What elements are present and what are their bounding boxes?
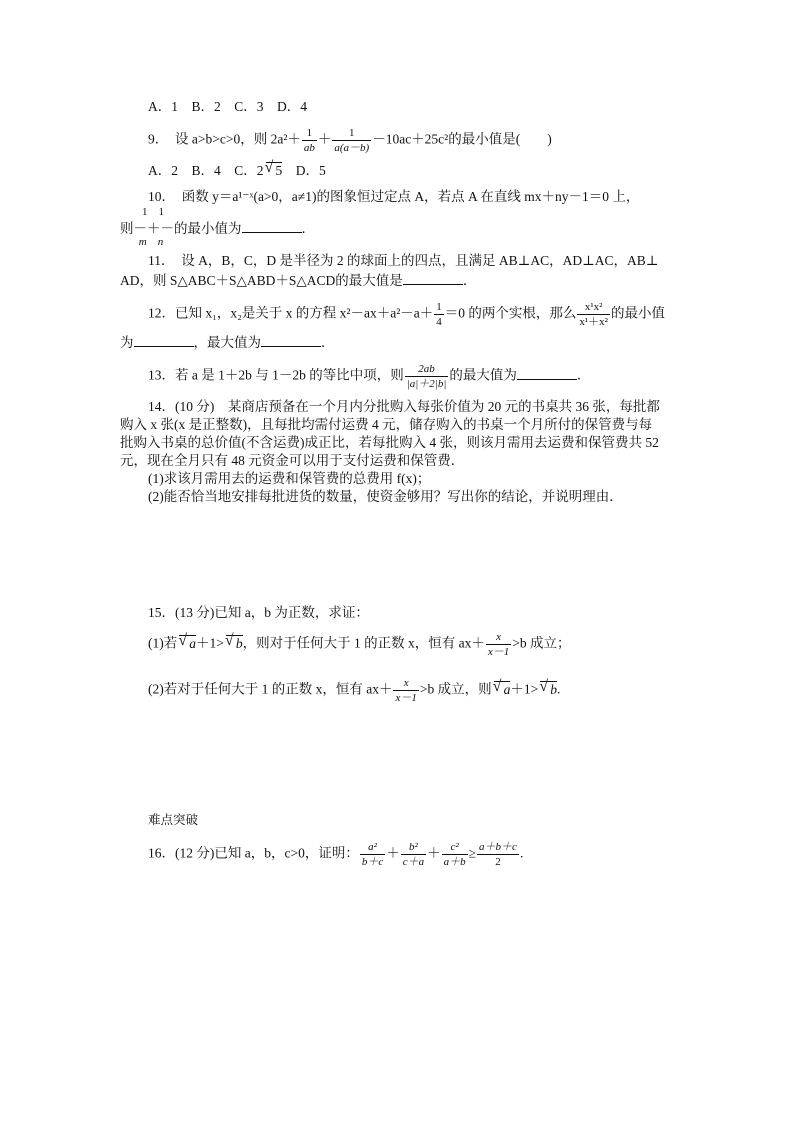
question-10-line-1: 10． 函数 y＝a¹⁻ˣ(a>0，a≠1)的图象恒过定点 A，若点 A 在直线 mx＋ny－1＝0 上， <box>148 189 640 204</box>
question-11-line-1: 11． 设 A，B，C，D 是半径为 2 的球面上的四点，且满足 AB⊥AC，AD⊥AC，AB⊥ <box>148 253 659 268</box>
q10-fraction-denominators: m n <box>138 236 164 248</box>
answer-blank-min[interactable] <box>134 334 194 347</box>
question-14-sub-1: (1)求该月需用去的运费和保管费的总费用 f(x)； <box>148 471 431 486</box>
answer-blank[interactable] <box>403 272 463 285</box>
sqrt-symbol: √ a <box>179 635 196 652</box>
q15-fraction-1: $\frac{x}{x-1}$ <box>487 631 510 658</box>
question-14-line-2: 购入 x 张(x 是正整数)，且每批均需付运费 4 元，储存购入的书桌一个月所付的保管费与每 <box>120 417 653 432</box>
sqrt-symbol: √ b <box>226 635 243 652</box>
q16-fraction-2: $\frac{\text{b²}}{c+a}$ <box>402 841 425 868</box>
sqrt-symbol: √ a <box>494 681 511 698</box>
q9-fraction-1: $\frac{1}{ab}$ <box>303 127 315 154</box>
question-14-line-4: 元，现在全月只有 48 元资金可以用于支付运费和保管费． <box>120 453 465 468</box>
question-16: 16．(12 分)已知 a，b，c>0，证明： $\frac{\text{a²}}{b+c}$ ＋ $\frac{\text{b²}}{c+a}$ ＋ $\frac{\text{c²}}{a+b}$ ≥ $\frac{a+b+c}{2}$ . <box>148 841 524 868</box>
q16-fraction-3: $\frac{\text{c²}}{a+b}$ <box>443 841 466 868</box>
q15-fraction-2: $\frac{x}{x-1}$ <box>395 677 417 704</box>
answer-blank[interactable] <box>517 367 577 380</box>
q9-prefix: 9． 设 a>b>c>0，则 2a²＋ <box>148 131 301 147</box>
question-12: 12．已知 x₁，x₂是关于 x 的方程 x²－ax＋a²－a＋ $\frac{1}{4}$ ＝0 的两个实根，那么 $\frac{\text{x¹x²}}{\text{x¹＋x²}}$ 的最小值 <box>148 301 665 328</box>
answer-blank-max[interactable] <box>261 334 321 347</box>
q10-fraction-numerators: 1 1 <box>142 206 164 218</box>
section-heading: 难点突破 <box>148 813 199 827</box>
question-13: 13．若 a 是 1＋2b 与 1－2b 的等比中项，则 $\frac{2ab}{|a|+2|b|}$ 的最大值为 ． <box>148 363 591 390</box>
question-15-line-1: 15．(13 分)已知 a，b 为正数，求证： <box>148 605 369 620</box>
q9-fraction-2: $\frac{1}{a(a-b)}$ <box>334 127 370 154</box>
answer-blank[interactable] <box>242 220 302 233</box>
q13-fraction: $\frac{2ab}{|a|+2|b|}$ <box>406 363 447 390</box>
question-15-sub-2: (2)若对于任何大于 1 的正数 x，恒有 ax＋ $\frac{x}{x-1}$ >b 成立，则√ a＋1>√ b. <box>148 676 708 705</box>
q12-fraction-1: $\frac{1}{4}$ <box>436 301 442 328</box>
q8-options: A．1 B．2 C．3 D．4 <box>148 99 308 114</box>
question-12-line-2: 为 ，最大值为 ． <box>120 335 335 350</box>
q9-suffix: －10ac＋25c²的最小值是( ) <box>372 131 552 147</box>
question-14-line-1: 14．(10 分) 某商店预备在一个月内分批购入每张价值为 20 元的书桌共 36 张，每批都 <box>148 399 660 414</box>
q12-fraction-2: $\frac{\text{x¹x²}}{\text{x¹＋x²}}$ <box>579 301 608 328</box>
question-10-line-2: 则－＋－的最小值为 ． <box>120 221 315 236</box>
q16-fraction-4: $\frac{a+b+c}{2}$ <box>479 841 517 868</box>
sqrt-symbol: √ b <box>540 681 557 698</box>
question-15-sub-1: (1)若√ a＋1>√ b，则对于任何大于 1 的正数 x，恒有 ax＋ $\frac{x}{x-1}$ >b 成立； <box>148 630 708 659</box>
sqrt-symbol: √ 5 <box>266 162 283 179</box>
question-9: 9． 设 a>b>c>0，则 2a²＋ $\frac{1}{ab}$ ＋ $\frac{1}{a(a-b)}$ －10ac＋25c²的最小值是( ) <box>148 127 552 154</box>
question-11-line-2: AD，则 S△ABC＋S△ABD＋S△ACD的最大值是 ． <box>120 273 477 288</box>
question-14-line-3: 批购入书桌的总价值(不含运费)成正比，若每批购入 4 张，则该月需用去运费和保管费共 52 <box>120 435 659 450</box>
q16-fraction-1: $\frac{\text{a²}}{b+c}$ <box>361 841 384 868</box>
question-14-sub-2: (2)能否恰当地安排每批进货的数量，使资金够用？写出你的结论，并说明理由． <box>148 489 623 504</box>
q9-options: A．2 B．4 C．2√ 5 D．5 <box>148 162 708 180</box>
